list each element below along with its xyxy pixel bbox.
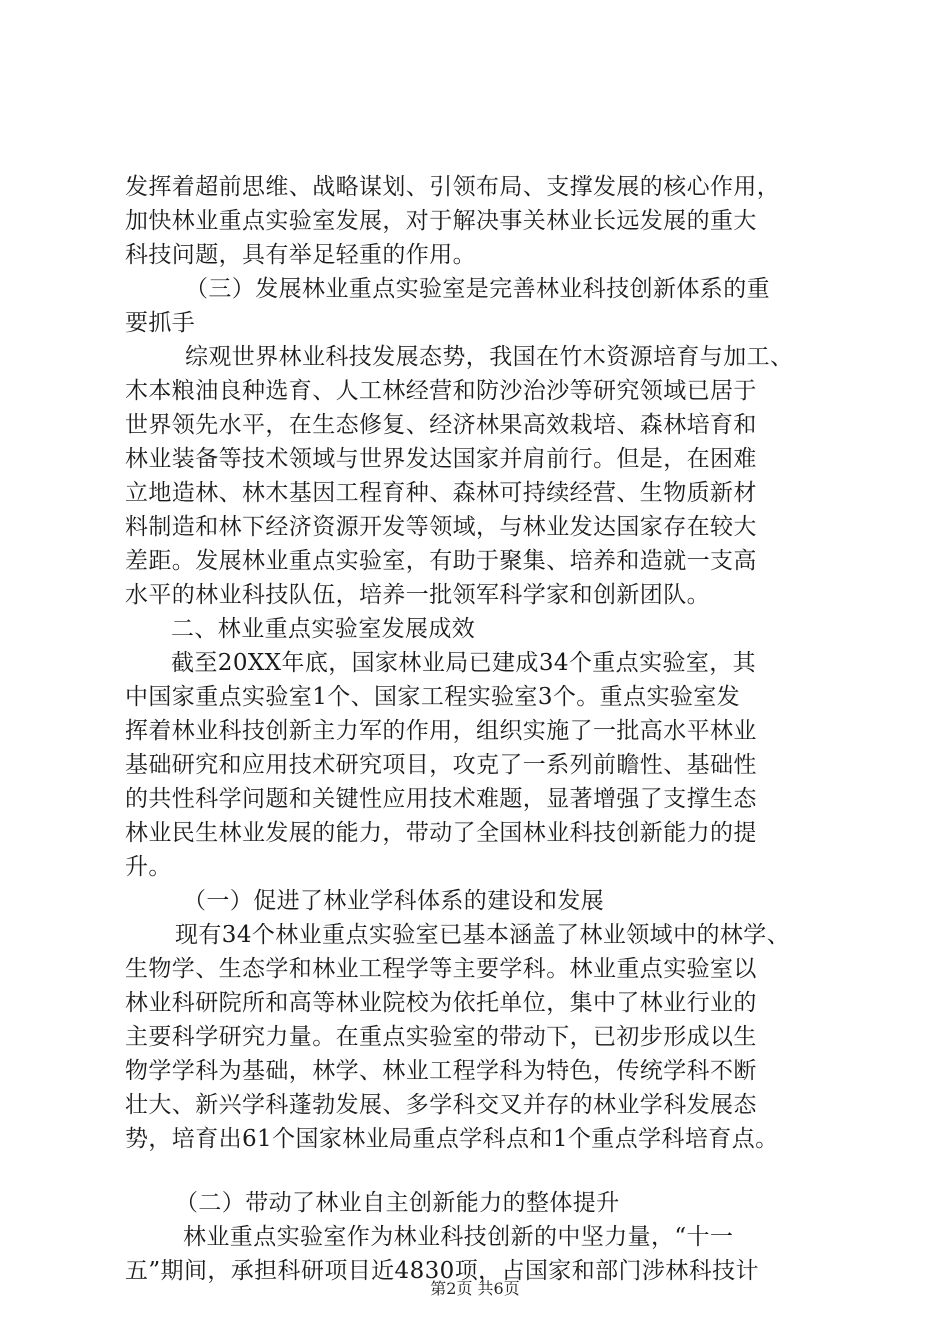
text-line: 林业民生林业发展的能力，带动了全国林业科技创新能力的提 (125, 820, 757, 846)
document-body (125, 170, 837, 1288)
text-line: 木本粮油良种选育、人工林经营和防沙治沙等研究领域已居于 (125, 378, 757, 404)
text-line: 中国家重点实验室1个、国家工程实验室3个。重点实验室发 (125, 684, 741, 710)
text-line: 差距。发展林业重点实验室，有助于聚集、培养和造就一支高 (125, 548, 757, 574)
text-line: 世界领先水平，在生态修复、经济林果高效栽培、森林培育和 (125, 412, 757, 438)
text-line: 发挥着超前思维、战略谋划、引领布局、支撑发展的核心作用， (125, 174, 781, 200)
text-line: 五”期间，承担科研项目近4830项，占国家和部门涉林科技计 (125, 1258, 759, 1284)
text-line: 科技问题，具有举足轻重的作用。 (125, 242, 476, 268)
text-line: 基础研究和应用技术研究项目，攻克了一系列前瞻性、基础性 (125, 752, 757, 778)
text-line: 挥着林业科技创新主力军的作用，组织实施了一批高水平林业 (125, 718, 757, 744)
text-line: 主要科学研究力量。在重点实验室的带动下，已初步形成以生 (125, 1024, 757, 1050)
text-line: 立地造林、林木基因工程育种、森林可持续经营、生物质新材 (125, 480, 757, 506)
text-line: 的共性科学问题和关键性应用技术难题，显著增强了支撑生态 (125, 786, 757, 812)
paragraph-start: 截至20XX年底，国家林业局已建成34个重点实验室，其 (171, 650, 757, 676)
paragraph-spacer (125, 1156, 837, 1186)
text-line: 林业科研院所和高等林业院校为依托单位，集中了林业行业的 (125, 990, 757, 1016)
text-line: 水平的林业科技队伍，培养一批领军科学家和创新团队。 (125, 582, 710, 608)
paragraph-start: 现有34个林业重点实验室已基本涵盖了林业领域中的林学、 (175, 922, 791, 948)
paragraph-start: 林业重点实验室作为林业科技创新的中坚力量，“十一 (183, 1224, 734, 1250)
text-line: 壮大、新兴学科蓬勃发展、多学科交叉并存的林业学科发展态 (125, 1092, 757, 1118)
text-line: 加快林业重点实验室发展，对于解决事关林业长远发展的重大 (125, 208, 757, 234)
text-line: 升。 (125, 854, 172, 880)
text-line: 林业装备等技术领域与世界发达国家并肩前行。但是，在困难 (125, 446, 757, 472)
section-heading-2: 二、林业重点实验室发展成效 (171, 616, 476, 642)
page-number-footer: 第2页 共6页 (430, 1279, 520, 1298)
text-line: 生物学、生态学和林业工程学等主要学科。林业重点实验室以 (125, 956, 757, 982)
text-line: 物学学科为基础，林学、林业工程学科为特色，传统学科不断 (125, 1058, 757, 1084)
text-line: 势，培育出61个国家林业局重点学科点和1个重点学科培育点。 (125, 1126, 779, 1152)
section-heading-3: （三）发展林业重点实验室是完善林业科技创新体系的重 (185, 276, 770, 302)
text-line: 要抓手 (125, 310, 196, 336)
subsection-heading-2: （二）带动了林业自主创新能力的整体提升 (175, 1190, 620, 1216)
subsection-heading-1: （一）促进了林业学科体系的建设和发展 (183, 888, 605, 914)
paragraph-start: 综观世界林业科技发展态势，我国在竹木资源培育与加工、 (185, 344, 794, 370)
text-line: 料制造和林下经济资源开发等领域，与林业发达国家存在较大 (125, 514, 757, 540)
